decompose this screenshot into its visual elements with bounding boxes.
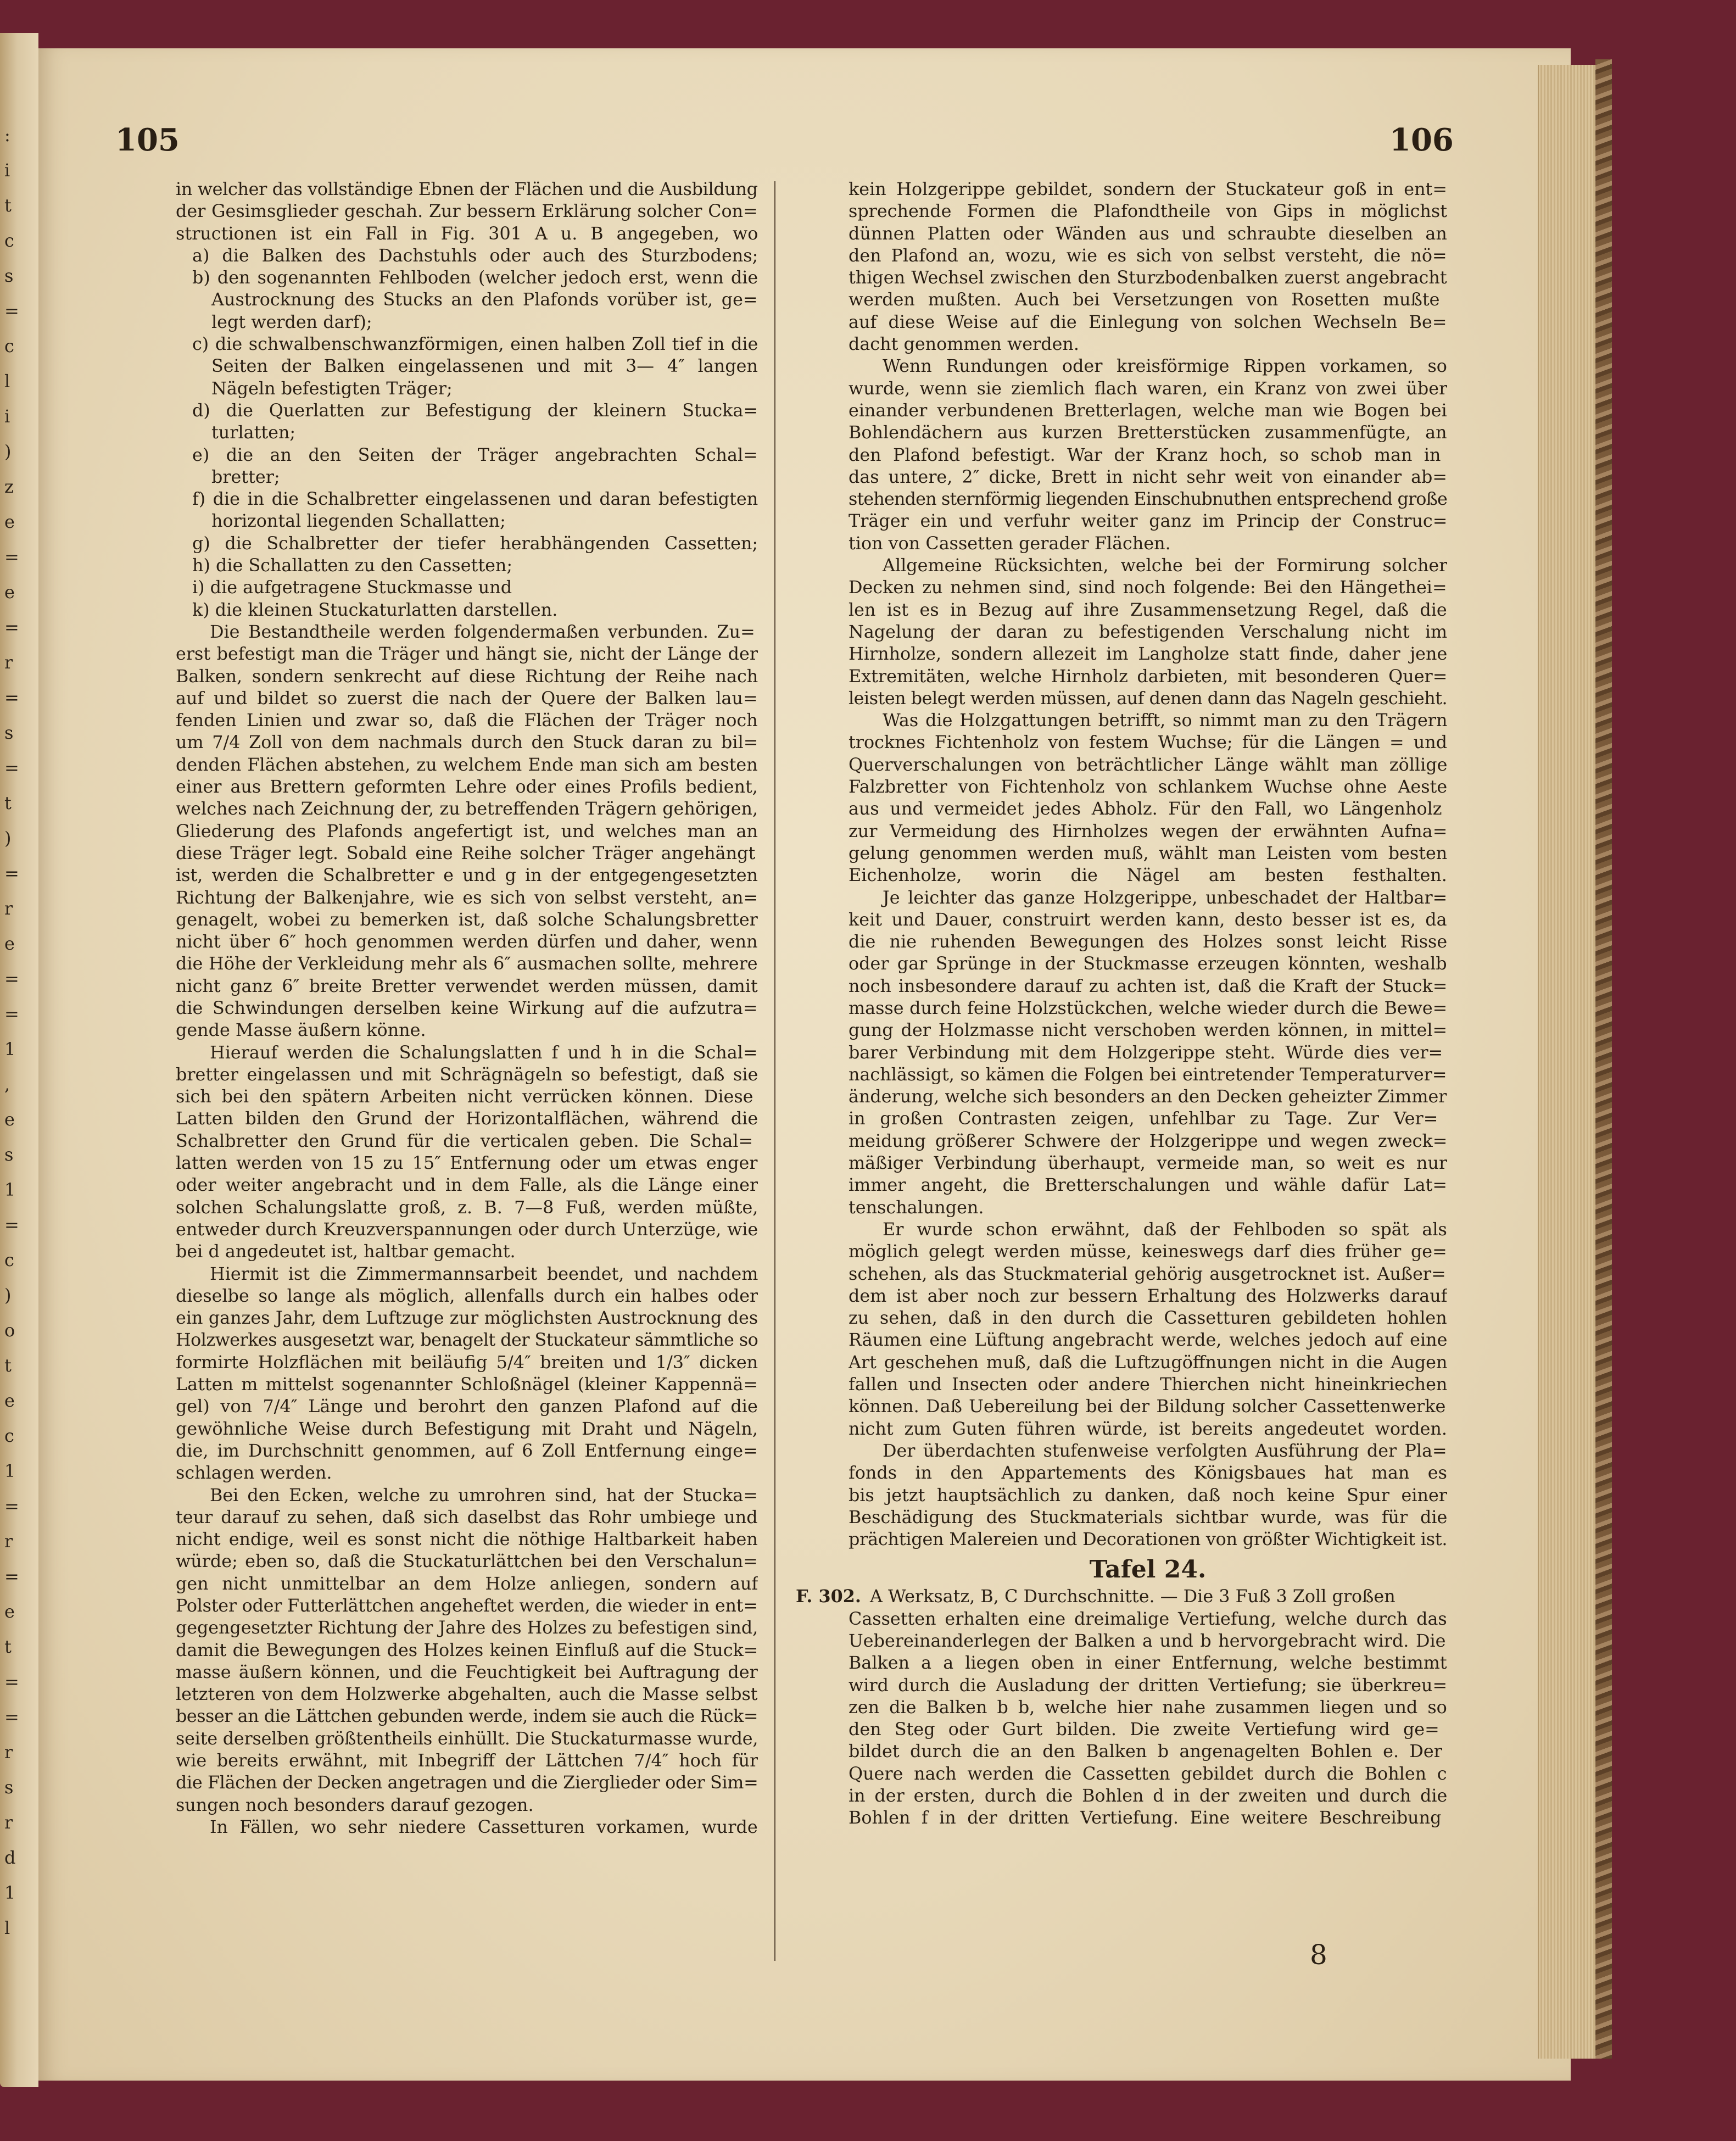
text-line: bei d angedeutet ist, haltbar gemacht. xyxy=(176,1241,516,1262)
text-line: entweder durch Kreuzverspannungen oder durch Unterzüge, wie xyxy=(176,1219,758,1240)
margin-fragment: ) xyxy=(4,828,12,849)
text-line: Uebereinanderlegen der Balken a und b hervorgebracht wird. Die xyxy=(849,1631,1446,1651)
margin-fragment: c xyxy=(4,1250,14,1270)
text-line: Gliederung des Plafonds angefertigt ist, und welches man an xyxy=(176,821,758,841)
text-line: d) die Querlatten zur Befestigung der kleinern Stucka= xyxy=(192,400,758,421)
text-line: schlagen werden. xyxy=(176,1463,332,1484)
text-line: zur Vermeidung des Hirnholzes wegen der erwähnten Aufna= xyxy=(849,821,1447,841)
text-line: Querverschalungen von beträchtlicher Länge wählt man zöllige xyxy=(849,754,1447,775)
text-line: Hiermit ist die Zimmermannsarbeit beendet, und nachdem xyxy=(210,1263,758,1284)
text-line: latten werden von 15 zu 15″ Entfernung oder um etwas enger xyxy=(176,1153,758,1174)
margin-fragment: : xyxy=(4,125,10,146)
margin-fragment: 1 xyxy=(4,1460,16,1481)
margin-fragment: r xyxy=(4,652,13,673)
margin-fragment: = xyxy=(4,547,19,567)
column-divider xyxy=(774,181,775,1961)
text-line: barer Verbindung mit dem Holzgerippe steht. Würde dies ver= xyxy=(849,1042,1443,1063)
text-line: c) die schwalbenschwanzförmigen, einen halben Zoll tief in die xyxy=(192,334,758,355)
text-line: gung der Holzmasse nicht verschoben werden können, in mittel= xyxy=(849,1020,1447,1041)
page-number-right: 106 xyxy=(1389,122,1454,158)
text-line: die nie ruhenden Bewegungen des Holzes sonst leicht Risse xyxy=(849,932,1447,952)
text-line: zen die Balken b b, welche hier nahe zusammen liegen und so xyxy=(849,1697,1447,1718)
text-line: Wenn Rundungen oder kreisförmige Rippen vorkamen, so xyxy=(883,356,1447,377)
margin-fragment: i xyxy=(4,406,10,427)
text-line: Holzwerkes ausgesetzt war, benagelt der Stuckateur sämmtliche so xyxy=(176,1330,758,1351)
text-line: In Fällen, wo sehr niedere Cassetturen vorkamen, wurde xyxy=(210,1816,758,1837)
text-line: formirte Holzflächen mit beiläufig 5/4″ breiten und 1/3″ dicken xyxy=(176,1352,758,1373)
text-line: Die Bestandtheile werden folgendermaßen verbunden. Zu= xyxy=(210,621,755,642)
text-line: b) den sogenannten Fehlboden (welcher jedoch erst, wenn die xyxy=(192,267,758,288)
text-line: e) die an den Seiten der Träger angebrachten Schal= xyxy=(192,444,758,465)
text-line: Der überdachten stufenweise verfolgten Ausführung der Pla= xyxy=(883,1440,1447,1461)
margin-fragment: o xyxy=(4,1320,15,1341)
margin-fragment: = xyxy=(4,757,19,778)
text-line: gen nicht unmittelbar an dem Holze anliegen, sondern auf xyxy=(176,1573,758,1594)
text-line: gende Masse äußern könne. xyxy=(176,1020,426,1041)
text-line: f) die in die Schalbretter eingelassenen und daran befestigten xyxy=(192,489,758,510)
text-line: gegengesetzter Richtung der Jahre des Holzes zu befestigen sind, xyxy=(176,1618,758,1638)
text-line: auf und bildet so zuerst die nach der Quere der Balken lau= xyxy=(176,688,758,709)
text-line: in der ersten, durch die Bohlen d in der zweiten und durch die xyxy=(849,1786,1447,1807)
text-line: der Gesimsglieder geschah. Zur bessern Erklärung solcher Con= xyxy=(176,201,758,222)
text-line: Latten m mittelst sogenannter Schloßnägel (kleiner Kappennä= xyxy=(176,1374,758,1395)
text-line: sich bei den spätern Arbeiten nicht verrücken können. Diese xyxy=(176,1086,753,1107)
text-line: einer aus Brettern geformten Lehre oder eines Profils bedient, xyxy=(176,777,758,798)
page-number-left: 105 xyxy=(115,122,180,158)
text-line: Quere nach werden die Cassetten gebildet durch die Bohlen c xyxy=(849,1763,1447,1784)
margin-fragment: s xyxy=(4,1144,14,1165)
plate-heading: Tafel 24. xyxy=(1089,1555,1207,1584)
left-column-text xyxy=(176,179,758,1838)
text-line: dem ist aber noch zur bessern Erhaltung des Holzwerks darauf xyxy=(849,1285,1447,1306)
text-line: noch insbesondere darauf zu achten ist, daß die Kraft der Stuck= xyxy=(849,975,1447,996)
margin-fragment: e xyxy=(4,933,15,954)
margin-fragment: l xyxy=(4,371,10,392)
margin-fragment: r xyxy=(4,898,13,919)
text-line: masse durch feine Holzstückchen, welche wieder durch die Bewe= xyxy=(849,997,1447,1018)
text-line: Nägeln befestigten Träger; xyxy=(211,378,453,399)
text-line: würde; eben so, daß die Stuckaturlättchen bei den Verschalun= xyxy=(176,1551,758,1572)
text-line: oder weiter angebracht und in dem Falle, als die Länge einer xyxy=(176,1175,758,1196)
text-line: möglich gelegt werden müsse, keineswegs darf dies früher ge= xyxy=(849,1241,1447,1262)
text-line: erst befestigt man die Träger und hängt sie, nicht der Länge der xyxy=(176,644,758,665)
margin-fragment: = xyxy=(4,687,19,708)
margin-fragment: e xyxy=(4,582,15,603)
text-line: das untere, 2″ dicke, Brett in nicht sehr weit von einander ab= xyxy=(849,466,1447,487)
text-line: len ist es in Bezug auf ihre Zusammensetzung Regel, daß die xyxy=(849,599,1447,620)
text-line: fonds in den Appartements des Königsbaues hat man es xyxy=(849,1463,1447,1484)
margin-fragment: ) xyxy=(4,441,12,462)
margin-fragment: , xyxy=(4,1074,10,1095)
margin-fragment: s xyxy=(4,1777,14,1798)
text-line: k) die kleinen Stuckaturlatten darstellen. xyxy=(192,599,558,620)
margin-fragment: r xyxy=(4,1531,13,1552)
text-line: wird durch die Ausladung der dritten Vertiefung; sie überkreu= xyxy=(849,1675,1447,1696)
margin-fragment: s xyxy=(4,722,14,743)
text-line: Seiten der Balken eingelassenen und mit 3— 4″ langen xyxy=(211,356,758,377)
text-line: structionen ist ein Fall in Fig. 301 A u. B angegeben, wo xyxy=(176,223,758,244)
margin-fragment: i xyxy=(4,160,10,181)
margin-fragment: e xyxy=(4,511,15,532)
text-line: meidung größerer Schwere der Holzgerippe und wegen zweck= xyxy=(849,1130,1447,1151)
text-line: einander verbundenen Bretterlagen, welche man wie Bogen bei xyxy=(849,400,1447,421)
text-line: bretter eingelassen und mit Schrägnägeln so befestigt, daß sie xyxy=(176,1064,758,1085)
margin-fragment: t xyxy=(4,1355,12,1376)
text-line: seite derselben größtentheils einhüllt. Die Stuckaturmasse wurde, xyxy=(176,1728,758,1749)
text-line: die Flächen der Decken angetragen und die Zierglieder oder Sim= xyxy=(176,1772,758,1793)
margin-fragment: 1 xyxy=(4,1179,16,1200)
text-line: dünnen Platten oder Wänden aus und schraubte dieselben an xyxy=(849,223,1447,244)
margin-fragment: r xyxy=(4,1812,13,1833)
text-line: Eichenholze, worin die Nägel am besten festhalten. xyxy=(849,865,1447,886)
text-line: denden Flächen abstehen, zu welchem Ende man sich am besten xyxy=(176,754,758,775)
text-line: wurde, wenn sie ziemlich flach waren, ein Kranz von zwei über xyxy=(849,378,1447,399)
text-line: Nagelung der daran zu befestigenden Verschalung nicht im xyxy=(849,621,1447,642)
text-line: die Schwindungen derselben keine Wirkung auf die aufzutra= xyxy=(176,997,758,1018)
text-line: die Höhe der Verkleidung mehr als 6″ ausmachen sollte, mehrere xyxy=(176,954,758,974)
margin-fragment: t xyxy=(4,195,12,216)
margin-fragment: = xyxy=(4,1671,19,1692)
figure-caption-start: A Werksatz, B, C Durchschnitte. — Die 3 Fuß 3 Zoll großen xyxy=(869,1586,1396,1607)
text-line: sprechende Formen die Plafondtheile von Gips in möglichst xyxy=(849,201,1447,222)
margin-fragment: e xyxy=(4,1390,15,1411)
text-line: Bei den Ecken, welche zu umrohren sind, hat der Stucka= xyxy=(210,1485,758,1506)
text-line: bildet durch die an den Balken b angenagelten Bohlen e. Der xyxy=(849,1741,1442,1762)
text-line: genagelt, wobei zu bemerken ist, daß solche Schalungsbretter xyxy=(176,909,758,930)
text-line: stehenden sternförmig liegenden Einschubnuthen entsprechend große xyxy=(849,489,1447,510)
text-line: masse äußern können, und die Feuchtigkeit bei Auftragung der xyxy=(176,1661,758,1682)
text-line: nachlässigt, so kämen die Folgen bei eintretender Temperaturver= xyxy=(849,1064,1447,1085)
margin-fragment: c xyxy=(4,336,14,356)
text-line: Bohlendächern aus kurzen Bretterstücken zusammenfügte, an xyxy=(849,422,1447,443)
text-line: letzteren von dem Holzwerke abgehalten, auch die Masse selbst xyxy=(176,1684,758,1705)
text-line: Bohlen f in der dritten Vertiefung. Eine weitere Beschreibung xyxy=(849,1808,1442,1828)
margin-fragment: l xyxy=(4,1917,10,1938)
text-line: in großen Contrasten zeigen, unfehlbar zu Tage. Zur Ver= xyxy=(849,1108,1438,1129)
text-line: thigen Wechsel zwischen den Sturzbodenbalken zuerst angebracht xyxy=(849,267,1447,288)
text-line: g) die Schalbretter der tiefer herabhängenden Cassetten; xyxy=(192,533,758,554)
text-line: dacht genommen werden. xyxy=(849,334,1079,355)
margin-fragment: c xyxy=(4,230,14,251)
text-line: besser an die Lättchen gebunden werde, indem sie auch die Rück= xyxy=(176,1706,758,1727)
text-line: Hierauf werden die Schalungslatten f und h in die Schal= xyxy=(210,1042,758,1063)
text-line: damit die Bewegungen des Holzes keinen Einfluß auf die Stuck= xyxy=(176,1640,758,1660)
text-line: aus und vermeidet jedes Abholz. Für den Fall, wo Längenholz xyxy=(849,799,1442,819)
text-line: den Plafond befestigt. War der Kranz hoch, so schob man in xyxy=(849,444,1441,465)
text-line: prächtigen Malereien und Decorationen von größter Wichtigkeit ist. xyxy=(849,1529,1447,1550)
margin-fragment: = xyxy=(4,1707,19,1727)
text-line: keit und Dauer, construirt werden kann, desto besser ist es, da xyxy=(849,909,1447,930)
margin-fragment: c xyxy=(4,1425,14,1446)
text-line: Art geschehen muß, daß die Luftzugöffnungen nicht in die Augen xyxy=(849,1352,1447,1373)
margin-fragment: 1 xyxy=(4,1882,16,1903)
text-line: gewöhnliche Weise durch Befestigung mit Draht und Nägeln, xyxy=(176,1418,758,1439)
text-line: ist, werden die Schalbretter e und g in der entgegengesetzten xyxy=(176,865,758,886)
text-line: leisten belegt werden müssen, auf denen dann das Nageln geschieht. xyxy=(849,688,1447,709)
text-line: nicht über 6″ hoch genommen werden dürfen und daher, wenn xyxy=(176,932,758,952)
text-line: a) die Balken des Dachstuhls oder auch des Sturzbodens; xyxy=(192,245,758,266)
text-line: Was die Holzgattungen betrifft, so nimmt man zu den Trägern xyxy=(883,710,1447,731)
text-line: bis jetzt hauptsächlich zu danken, daß noch keine Spur einer xyxy=(849,1485,1447,1506)
text-line: Austrocknung des Stucks an den Plafonds vorüber ist, ge= xyxy=(211,289,758,310)
text-line: sungen noch besonders darauf gezogen. xyxy=(176,1794,534,1815)
text-line: in welcher das vollständige Ebnen der Flächen und die Ausbildung xyxy=(176,179,758,199)
text-line: Räumen eine Lüftung angebracht werde, welches jedoch auf eine xyxy=(849,1330,1447,1351)
margin-fragment: e xyxy=(4,1601,15,1622)
text-line: werden mußten. Auch bei Versetzungen von Rosetten mußte xyxy=(849,289,1440,310)
text-line: nicht endige, weil es sonst nicht die nöthige Haltbarkeit haben xyxy=(176,1529,758,1550)
text-line: dieselbe so lange als möglich, allenfalls durch ein halbes oder xyxy=(176,1285,758,1306)
text-line: wie bereits erwähnt, mit Inbegriff der Lättchen 7/4″ hoch für xyxy=(176,1750,758,1771)
text-line: Schalbretter den Grund für die verticalen geben. Die Schal= xyxy=(176,1130,753,1151)
text-line: Balken a a liegen oben in einer Entfernung, welche bestimmt xyxy=(849,1653,1447,1674)
text-line: nicht zum Guten führen würde, ist bereits angedeutet worden. xyxy=(849,1418,1447,1439)
text-line: i) die aufgetragene Stuckmasse und xyxy=(192,577,512,598)
text-line: trocknes Fichtenholz von festem Wuchse; für die Längen = und xyxy=(849,732,1447,753)
margin-fragment: d xyxy=(4,1847,16,1868)
margin-fragment: = xyxy=(4,968,19,989)
text-line: tion von Cassetten gerader Flächen. xyxy=(849,533,1171,554)
signature-mark: 8 xyxy=(1310,1939,1327,1971)
text-line: Polster oder Futterlättchen angeheftet werden, die wieder in ent= xyxy=(176,1596,758,1616)
text-line: Latten bilden den Grund der Horizontalflächen, während die xyxy=(176,1108,758,1129)
margin-fragment: t xyxy=(4,1636,12,1657)
margin-fragment: = xyxy=(4,300,19,321)
text-line: diese Träger legt. Sobald eine Reihe solcher Träger angehängt xyxy=(176,843,756,863)
right-column-text xyxy=(796,179,1447,1830)
text-line: tenschalungen. xyxy=(849,1197,984,1218)
text-line: Falzbretter von Fichtenholz von schlankem Wuchse ohne Aeste xyxy=(849,777,1447,798)
margin-fragment: = xyxy=(4,863,19,884)
text-line: nicht ganz 6″ breite Bretter verwendet werden müssen, damit xyxy=(176,975,758,996)
marbled-cover-edge xyxy=(1595,59,1612,2059)
text-line: Je leichter das ganze Holzgerippe, unbeschadet der Haltbar= xyxy=(883,887,1447,908)
text-line: Extremitäten, welche Hirnholz darbieten, mit besonderen Quer= xyxy=(849,666,1447,687)
text-line: h) die Schallatten zu den Cassetten; xyxy=(192,555,513,576)
margin-fragment: = xyxy=(4,1003,19,1024)
text-line: Balken, sondern senkrecht auf diese Richtung der Reihe nach xyxy=(176,666,758,687)
text-line: Beschädigung des Stuckmaterials sichtbar wurde, was für die xyxy=(849,1507,1447,1527)
text-line: schehen, als das Stuckmaterial gehörig ausgetrocknet ist. Außer= xyxy=(849,1263,1446,1284)
text-line: horizontal liegenden Schallatten; xyxy=(211,511,506,532)
book-fore-edge xyxy=(1538,65,1599,2059)
text-line: gelung genommen werden muß, wählt man Leisten vom besten xyxy=(849,843,1447,863)
margin-fragment: = xyxy=(4,1566,19,1587)
margin-fragment: = xyxy=(4,1214,19,1235)
figure-label: F. 302. xyxy=(796,1586,861,1607)
margin-fragment: s xyxy=(4,265,14,286)
text-line: teur darauf zu sehen, daß sich daselbst das Rohr umbiege und xyxy=(176,1507,758,1527)
text-line: die, im Durchschnitt genommen, auf 6 Zoll Entfernung einge= xyxy=(176,1440,758,1461)
text-line: solchen Schalungslatte groß, z. B. 7—8 Fuß, werden müßte, xyxy=(176,1197,758,1218)
margin-fragment: = xyxy=(4,617,19,638)
text-line: zu sehen, daß in den durch die Cassetturen gebildeten hohlen xyxy=(849,1308,1447,1329)
text-line: welches nach Zeichnung der, zu betreffenden Trägern gehörigen, xyxy=(176,799,758,819)
text-line: Cassetten erhalten eine dreimalige Vertiefung, welche durch das xyxy=(849,1608,1447,1629)
text-line: gel) von 7/4″ Länge und berohrt den ganzen Plafond auf die xyxy=(176,1396,758,1417)
text-line: fallen und Insecten oder andere Thierchen nicht hineinkriechen xyxy=(849,1374,1447,1395)
margin-fragment: z xyxy=(4,476,14,497)
text-line: können. Daß Uebereilung bei der Bildung solcher Cassettenwerke xyxy=(849,1396,1446,1417)
margin-fragment: e xyxy=(4,1109,15,1130)
text-line: bretter; xyxy=(211,466,280,487)
text-line: turlatten; xyxy=(211,422,296,443)
previous-page-edge xyxy=(0,33,38,2087)
text-line: oder gar Sprünge in der Stuckmasse erzeugen könnten, weshalb xyxy=(849,954,1447,974)
text-line: mäßiger Verbindung überhaupt, vermeide man, so weit es nur xyxy=(849,1153,1447,1174)
margin-fragment: = xyxy=(4,1496,19,1516)
text-line: immer angeht, die Bretterschalungen und wähle dafür Lat= xyxy=(849,1175,1447,1196)
text-line: kein Holzgerippe gebildet, sondern der Stuckateur goß in ent= xyxy=(849,179,1447,199)
text-line: ein ganzes Jahr, dem Luftzuge zur möglichsten Austrocknung des xyxy=(176,1308,758,1329)
text-line: um 7/4 Zoll von dem nachmals durch den Stuck daran zu bil= xyxy=(176,732,758,753)
margin-fragment: t xyxy=(4,793,12,813)
text-line: Decken zu nehmen sind, sind noch folgende: Bei den Hängethei= xyxy=(849,577,1447,598)
text-line: Hirnholze, sondern allezeit im Langholze statt finde, daher jene xyxy=(849,644,1447,665)
text-line: änderung, welche sich besonders an den Decken geheizter Zimmer xyxy=(849,1086,1447,1107)
text-line: den Plafond an, wozu, wie es sich von selbst versteht, die nö= xyxy=(849,245,1447,266)
text-line: fenden Linien und zwar so, daß die Flächen der Träger noch xyxy=(176,710,758,731)
margin-fragment: ) xyxy=(4,1285,12,1306)
text-line: auf diese Weise auf die Einlegung von solchen Wechseln Be= xyxy=(849,311,1447,332)
text-line xyxy=(796,1586,1447,1608)
text-line: Träger ein und verfuhr weiter ganz im Princip der Construc= xyxy=(849,511,1447,532)
text-line: den Steg oder Gurt bilden. Die zweite Vertiefung wird ge= xyxy=(849,1719,1439,1740)
text-line: Allgemeine Rücksichten, welche bei der Formirung solcher xyxy=(883,555,1447,576)
margin-fragment: 1 xyxy=(4,1039,16,1060)
margin-fragment: r xyxy=(4,1742,13,1763)
text-line: Richtung der Balkenjahre, wie es sich von selbst versteht, an= xyxy=(176,887,758,908)
text-line: Er wurde schon erwähnt, daß der Fehlboden so spät als xyxy=(883,1219,1447,1240)
text-line: legt werden darf); xyxy=(211,311,372,332)
